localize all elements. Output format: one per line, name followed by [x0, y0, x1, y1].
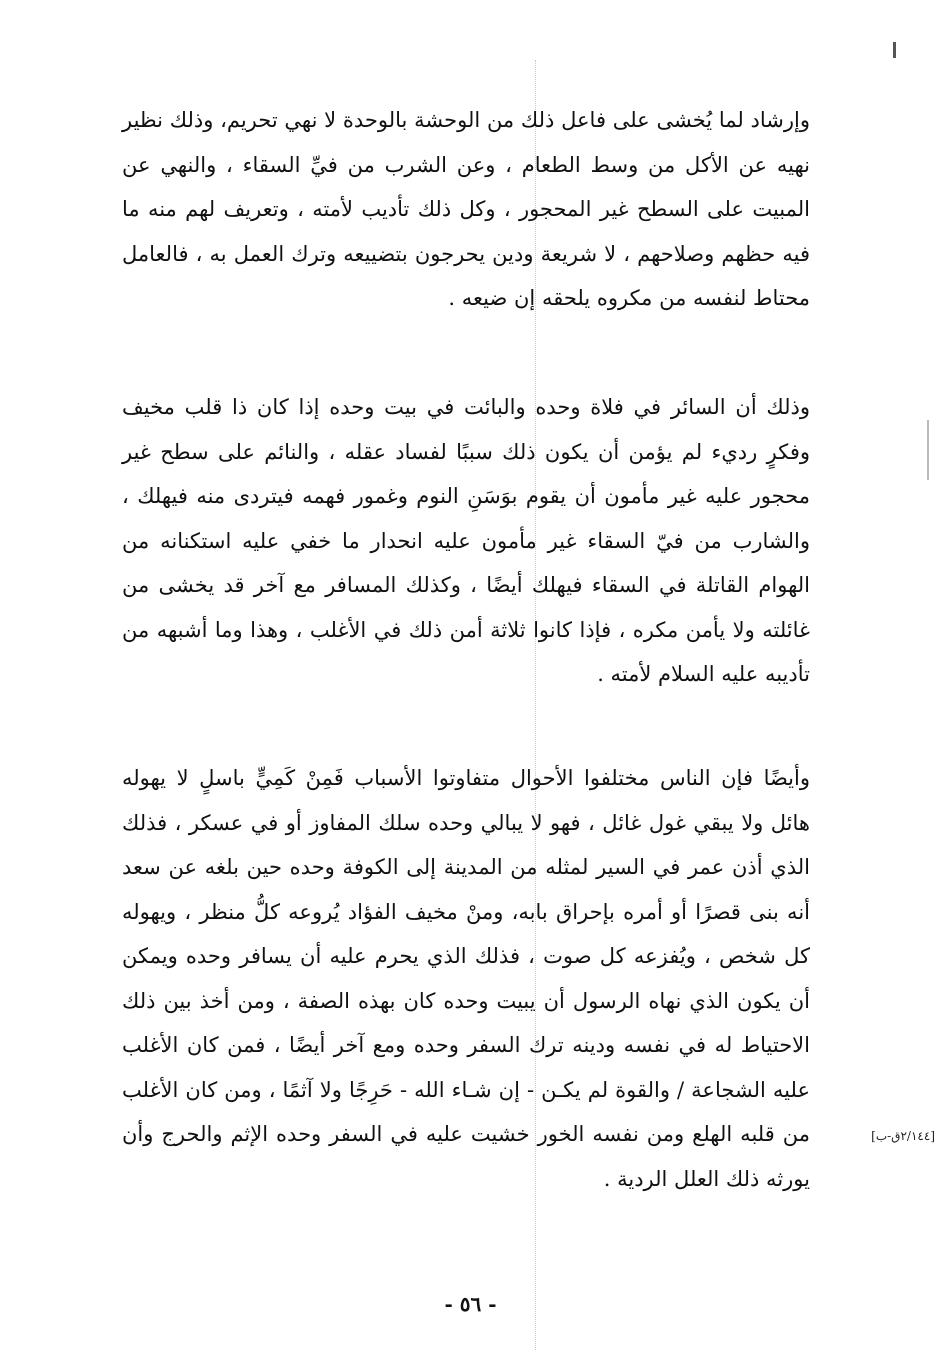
paragraph-text: وذلك أن السائر في فلاة وحده والبائت في بيت وحده إذا كان ذا قلب مخيف وفكرٍ رديء لم يؤمن أن يكون ذلك سببًا لفساد عقله ، والنائم على سطح غير محجور عليه غير مأمون أن يقوم بوَسَنِ النوم وغمور فهمه فيتردى منه فيهلك ، والشارب من فيّ السقاء غير مأمون عليه انحدار ما خفي عليه استكنانه من الهوام القاتلة في السقاء فيهلك أيضًا ، وكذلك المسافر مع آخر قد يخشى من غائلته ولا يأمن مكره ، فإذا كانوا ثلاثة أمن ذلك في الأغلب ، وهذا وما أشبهه من تأديبه عليه السلام لأمته . — [122, 395, 810, 686]
paragraph-1 — [122, 98, 810, 321]
paragraph-3 — [122, 756, 810, 1201]
paragraph-2 — [122, 385, 810, 697]
scan-mark — [893, 42, 896, 58]
paragraph-text: وإرشاد لما يُخشى على فاعل ذلك من الوحشة بالوحدة لا نهي تحريم، وذلك نظير نهيه عن الأكل من وسط الطعام ، وعن الشرب من فيِّ السقاء ، والنهي عن المبيت على السطح غير المحجور ، وكل ذلك تأديب لأمته ، وتعريف لهم منه ما فيه حظهم وصلاحهم ، لا شريعة ودين يحرجون بتضييعه وترك العمل به ، فالعامل محتاط لنفسه من مكروه يلحقه إن ضيعه . — [122, 108, 810, 310]
paragraph-text: وأيضًا فإن الناس مختلفوا الأحوال متفاوتوا الأسباب فَمِنْ كَمِيٍّ باسلٍ لا يهوله هائل ولا يبقي غول غائل ، فهو لا يبالي وحده سلك المفاوز أو في عسكر ، فذلك الذي أذن عمر في السير لمثله من المدينة إلى الكوفة وحده حين بلغه عن سعد أنه بنى قصرًا أو أمره بإحراق بابه، ومنْ مخيف الفؤاد يُروعه كلُّ منظر ، ويهوله كل شخص ، ويُفزعه كل صوت ، فذلك الذي يحرم عليه أن يسافر وحده ويمكن أن يكون الذي نهاه الرسول أن يبيت وحده كان بهذه الصفة ، ومن أخذ بين ذلك الاحتياط له في نفسه ودينه ترك السفر وحده ومع آخر أيضًا ، فمن كان الأغلب عليه الشجاعة / والقوة لم يكـن - إن شـاء الله - حَرِجًا ولا آثمًا ، ومن كان الأغلب من قلبه الهلع ومن نفسه الخور خشيت عليه في السفر وحده الإثم والحرج وأن يورثه ذلك العلل الردية . — [122, 766, 810, 1191]
scan-edge-mark — [927, 420, 929, 480]
manuscript-folio-reference: [٢/١٤٤ق-ب] — [871, 1129, 935, 1143]
page-number: - ٥٦ - — [444, 1292, 497, 1316]
